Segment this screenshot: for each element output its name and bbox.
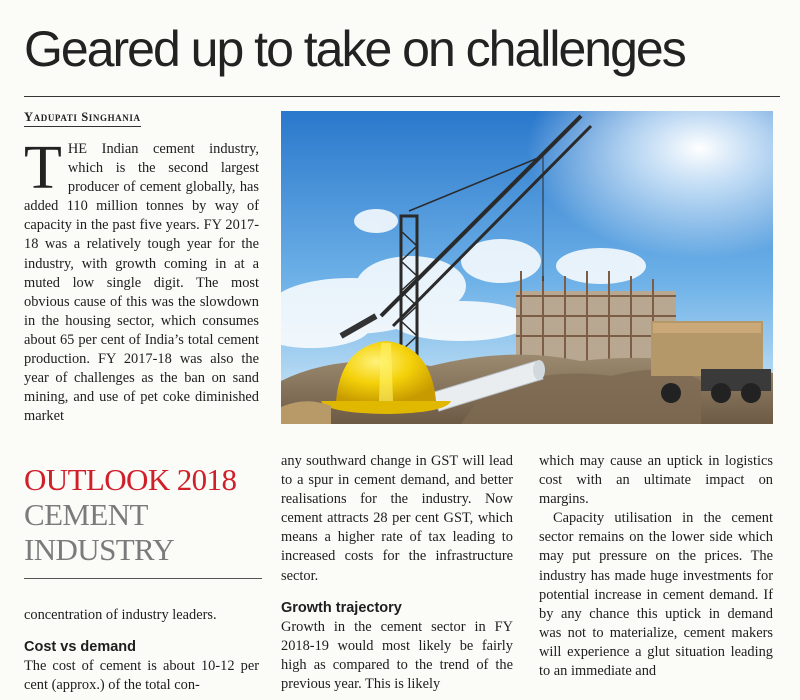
article-photo — [281, 111, 773, 424]
byline: Yadupati Singhania — [24, 110, 141, 127]
subhead-growth-trajectory: Growth trajectory — [281, 599, 402, 616]
kicker-industry: INDUSTRY — [24, 532, 175, 567]
headline: Geared up to take on challenges — [24, 21, 685, 77]
column-2-paragraph: any southward change in GST will lead to a spur in cement demand, and better realisations for the industry. Now cement attracts 28 per cent GST, which means a higher rate of tax leading to increased costs for the infrastructure sector. — [281, 453, 513, 584]
kicker-outlook: OUTLOOK 2018 — [24, 462, 237, 497]
kicker-cement: CEMENT — [24, 497, 148, 532]
kicker-rule — [24, 578, 262, 579]
drop-cap: T — [24, 134, 62, 202]
column-1-paragraph-2: The cost of cement is about 10-12 per cent (approx.) of the total con- — [24, 658, 259, 694]
column-2-paragraph-2: Growth in the cement sector in FY 2018-19 would most likely be fairly high as compared to the trend of the previous year. This is likely — [281, 618, 513, 692]
construction-site-image — [281, 111, 773, 424]
column-3-paragraph: which may cause an uptick in logistics cost with an ultimate impact on margins. — [539, 453, 773, 508]
column-3 — [539, 452, 773, 681]
column-1-top — [24, 134, 259, 426]
subhead-cost-vs-demand: Cost vs demand — [24, 639, 136, 656]
headline-rule — [24, 96, 780, 97]
column-3-paragraph-2: Capacity utilisation in the cement sector remains on the lower side which may put pressure on the prices. The industry has made huge investments for potential increase in cement demand. If by any chance this uptick in demand was not to materialize, cement makers will experience a glut situation leading to an immediate and — [539, 510, 773, 680]
column-1-paragraph: concentration of industry leaders. — [24, 607, 217, 623]
section-kicker — [24, 462, 264, 567]
column-1-intro-text: HE Indian cement industry, which is the second largest producer of cement globally, has added 110 million tonnes by way of capacity in the past five years. FY 2017-18 was a relatively tough year for the industry, with growth coming in at a muted low single digit. The most obvious cause of this was the slowdown in the housing sector, which consumes about 65 per cent of India’s total cement production. FY 2017-18 was also the year of challenges as the ban on sand mining, and use of pet coke diminished market — [24, 141, 259, 425]
column-2 — [281, 452, 513, 694]
column-1-bottom — [24, 606, 259, 695]
